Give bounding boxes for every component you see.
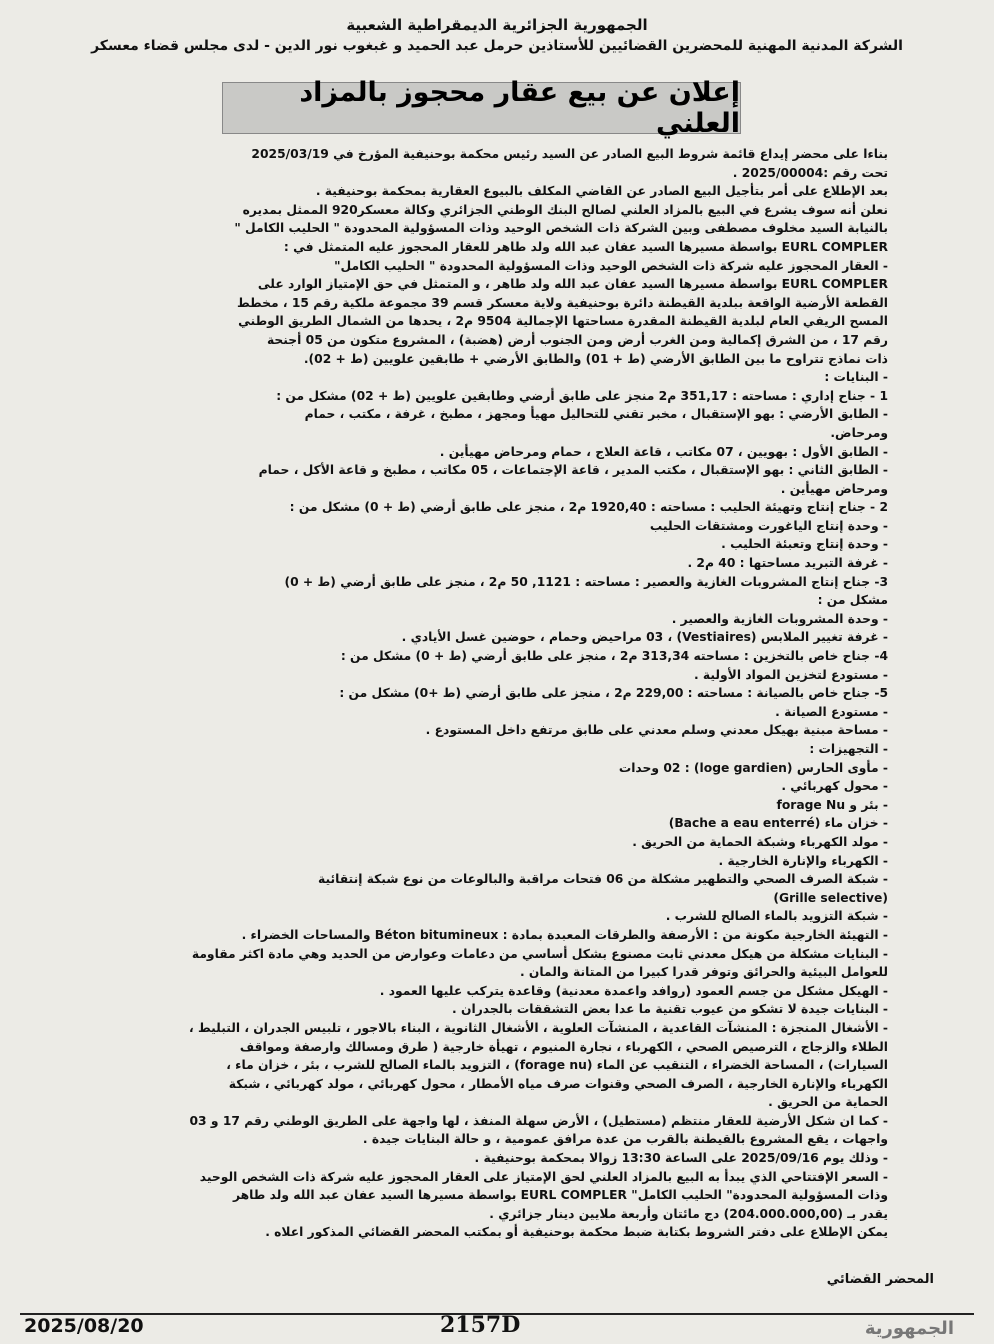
text-line: - مستودع لتخزين المواد الأولية . bbox=[693, 667, 888, 682]
text-line: رقم 17 ، من الشرق إكمالية ومن الغرب أرض ومن الجنوب أرض (هضبة) ، المشروع متكون من 05 أجنحة bbox=[266, 332, 888, 347]
text-line: (Grille selective) bbox=[773, 890, 888, 905]
republic-header: الجمهورية الجزائرية الديمقراطية الشعبية bbox=[346, 16, 648, 34]
text-line: يقدر بـ (204.000.000,00) دج مائتان وأربعة ملايين دينار جزائري . bbox=[489, 1206, 888, 1221]
text-line: - مستودع الصيانة . bbox=[775, 704, 888, 719]
text-line: - بئر و forage Nu bbox=[776, 797, 888, 812]
text-line: - البنايات : bbox=[824, 370, 888, 385]
page-title: إعلان عن بيع عقار محجوز بالمزاد العلني bbox=[299, 77, 740, 139]
text-line: - الطابق الأرضي : بهو الإستقبال ، مخبر تقني للتحاليل مهيأ ومجهز ، مطبخ ، غرفة ، مكتب ، حمام bbox=[304, 407, 888, 422]
text-line: - شبكة الصرف الصحي والتطهير مشكلة من 06 فتحات مراقبة والبالوعات من نوع شبكة إنتقائية bbox=[318, 872, 888, 887]
text-line: بالنيابة السيد مخلوف مصطفى وبين الشركة ذات الشخص الوحيد وذات المسؤولية المحدودة " الحليب الكامل " bbox=[234, 221, 888, 236]
text-line: - البنايات جيدة لا تشكو من عيوب تقنية ما عدا بعض التشققات بالجدران . bbox=[452, 1002, 888, 1017]
text-line: EURL COMPLER بواسطة مسيرها السيد عفان عبد الله ولد طاهر ، و المتمثل في حق الإمتياز الوارد على bbox=[257, 277, 888, 292]
text-line: - التجهيزات : bbox=[809, 742, 888, 756]
newspaper-brand: الجمهورية bbox=[864, 1318, 954, 1339]
text-line: واجهات ، يقع المشروع بالقيطنة بالقرب من عدة مرافق عمومية ، و حالة البنايات جيدة . bbox=[362, 1132, 888, 1147]
text-line: 3- جناح إنتاج المشروبات الغازية والعصير : مساحته : 1121, 50 م2 ، منجز على طابق أرضي (ط + 0) bbox=[284, 574, 888, 589]
bailiff-company-header: الشركة المدنية المهنية للمحضرين القضائيين للأستاذين حرمل عبد الحميد و غبغوب نور الدين - لدى مجلس قضاء معسكر bbox=[91, 38, 903, 54]
text-line: - وحدة إنتاج وتعبئة الحليب . bbox=[721, 537, 888, 552]
text-line: 2 - جناح إنتاج وتهيئة الحليب : مساحته : 1920,40 م2 ، منجز على طابق أرضي (ط + 0) مشكل من : bbox=[289, 500, 888, 515]
title-banner bbox=[222, 77, 741, 139]
text-line: الكهرباء والإنارة الخارجية ، الصرف الصحي وقنوات صرف مياه الأمطار ، محول كهربائي ، مولد كهربائي ، شبكة bbox=[228, 1076, 888, 1091]
text-line: الطلاء والزجاج ، الترصيص الصحي ، الكهرباء ، نجارة المنيوم ، تهيأة خارجية ( طرق ومسالك وارصفة ومواقف bbox=[239, 1039, 888, 1054]
text-line: - شبكة التزويد بالماء الصالح للشرب . bbox=[665, 909, 888, 924]
text-line: وذات المسؤولية المحدودة" الحليب الكامل" EURL COMPLER بواسطة مسيرها السيد عفان عبد الله ولد طاهر bbox=[232, 1188, 888, 1203]
text-line: - خزان ماء (Bache a eau enterré) bbox=[668, 816, 888, 831]
text-line: نعلن أنه سوف يشرع في البيع بالمزاد العلني لصالح البنك الوطني الجزائري وكالة معسكر920 الممثل بمديره bbox=[242, 202, 888, 217]
text-line: - مولد الكهرباء وشبكة الحماية من الحريق . bbox=[632, 834, 888, 849]
text-line: الحماية من الحريق . bbox=[768, 1095, 888, 1110]
text-line: - وذلك يوم 2025/09/16 على الساعة 13:30 زوالا بمحكمة بوحنيفية . bbox=[474, 1151, 888, 1166]
text-line: بعد الإطلاع على أمر بتأجيل البيع الصادر عن القاضي المكلف بالبيوع العقارية بمحكمة بوحنيفية . bbox=[315, 184, 888, 199]
text-line: - وحدة إنتاج الياغورت ومشتقات الحليب bbox=[649, 518, 888, 533]
text-line: ومرحاض مهيأين . bbox=[780, 481, 888, 496]
text-line: - العقار المحجوز عليه شركة ذات الشخص الوحيد وذات المسؤولية المحدودة " الحليب الكامل" bbox=[334, 258, 888, 273]
signature: المحضر القضائي bbox=[826, 1272, 934, 1287]
text-line: المسح الريفي العام لبلدية القيطنة المقدرة مساحتها الإجمالية 9504 م2 ، يحدها من الشمال الطريق الوطني bbox=[238, 314, 888, 329]
text-line: يمكن الإطلاع على دفتر الشروط بكتابة ضبط محكمة بوحنيفية أو بمكتب المحضر القضائي المذكور اعلاه . bbox=[265, 1225, 888, 1240]
text-line: - البنايات مشكلة من هيكل معدني ثابت مصنوع بشكل أساسي من دعامات وعوارض من الحديد وهي مادة اكثر مقاومة bbox=[191, 946, 888, 961]
text-line: للعوامل البيئية والحرائق وتوفر قدرا كبيرا من المتانة والمان . bbox=[519, 965, 888, 980]
announcement-body bbox=[70, 145, 888, 1242]
text-line: - مأوى الحارس (loge gardien) : 02 وحدات bbox=[618, 760, 888, 775]
text-line: القطعة الأرضية الواقعة ببلدية القيطنة دائرة بوحنيفية ولاية معسكر قسم 39 مجموعة ملكية رقم 15 ، مخطط bbox=[236, 295, 888, 310]
footer-date: 2025/08/20 bbox=[24, 1315, 144, 1337]
text-line: 5- جناح خاص بالصيانة : مساحته : 229,00 م2 ، منجز على طابق أرضي (ط +0) مشكل من : bbox=[339, 686, 888, 701]
text-line: - مساحة مبنية بهيكل معدني وسلم معدني على طابق مرتفع داخل المستودع . bbox=[425, 723, 888, 738]
text-line: - الهيكل مشكل من جسم العمود (روافد واعمدة معدنية) وقاعدة يتركب عليها العمود . bbox=[379, 983, 888, 998]
text-line: - الأشغال المنجزة : المنشآت القاعدية ، المنشآت العلوية ، الأشغال الثانوية ، البناء بالاجور ، تلبيس الجدران ، التبليط ، bbox=[189, 1020, 888, 1035]
footer-code: 2157D bbox=[440, 1312, 521, 1338]
text-line: - الطابق الثاني : بهو الإستقبال ، مكتب المدير ، قاعة الإجتماعات ، 05 مكاتب ، مطبخ و قاعة الأكل ، حمام bbox=[258, 463, 888, 478]
text-line: - كما ان شكل الأرضية للعقار منتظم (مستطيل) ، الأرض سهلة المنفذ ، لها واجهة على الطريق الوطني رقم 17 و 03 bbox=[189, 1113, 888, 1128]
text-line: 1 - جناح إداري : مساحته : 351,17 م2 منجز على طابق أرضي وطابقين علويين (ط + 02) مشكل من : bbox=[276, 388, 888, 403]
text-line: ومرحاض. bbox=[830, 425, 888, 440]
text-line: 4- جناح خاص بالتخزين : مساحته 313,34 م2 ، منجز على طابق أرضي (ط + 0) مشكل من : bbox=[340, 649, 888, 664]
text-line: EURL COMPLER بواسطة مسيرها السيد عفان عبد الله ولد طاهر للعقار المحجوز عليه المتمثل في : bbox=[283, 239, 888, 254]
text-line: ذات نماذج تتراوح ما بين الطابق الأرضي (ط + 01) والطابق الأرضي + طابقين علويين (ط + 02). bbox=[303, 351, 888, 366]
text-line: - غرفة تغيير الملابس (Vestiaires) ، 03 مراحيض وحمام ، حوضين غسل الأيادي . bbox=[401, 630, 888, 645]
text-line: - السعر الإفتتاحي الذي يبدأ به البيع بالمزاد العلني لحق الإمتياز على العقار المحجوز عليه شركة ذات الشخص الوحيد bbox=[199, 1169, 888, 1184]
text-line: السيارات) ، المساحة الخضراء ، التنقيب عن الماء (forage nu) ، التزويد بالماء الصالح للشرب ، بئر ، خزان ماء ، bbox=[226, 1058, 888, 1073]
text-line: - غرفة التبريد مساحتها : 40 م2 . bbox=[687, 556, 888, 571]
text-line: - وحدة المشروبات الغازية والعصير . bbox=[671, 611, 888, 626]
text-line: - محول كهربائي . bbox=[781, 779, 888, 794]
text-line: تحت رقم :2025/00004 . bbox=[732, 165, 888, 180]
text-line: - الكهرباء والإنارة الخارجية . bbox=[718, 853, 888, 868]
text-line: مشكل من : bbox=[817, 593, 888, 608]
text-line: - الطابق الأول : بهويين ، 07 مكاتب ، قاعة العلاج ، حمام ومرحاض مهيأين . bbox=[439, 444, 888, 459]
text-line: بناءا على محضر إيداع قائمة شروط البيع الصادر عن السيد رئيس محكمة بوحنيفية المؤرخ في 2025/03/19 bbox=[251, 147, 888, 161]
text-line: - التهيئة الخارجية مكونة من : الأرصفة والطرقات المعبدة بمادة : Béton bitumineux والمساحات الخضراء . bbox=[241, 927, 888, 942]
